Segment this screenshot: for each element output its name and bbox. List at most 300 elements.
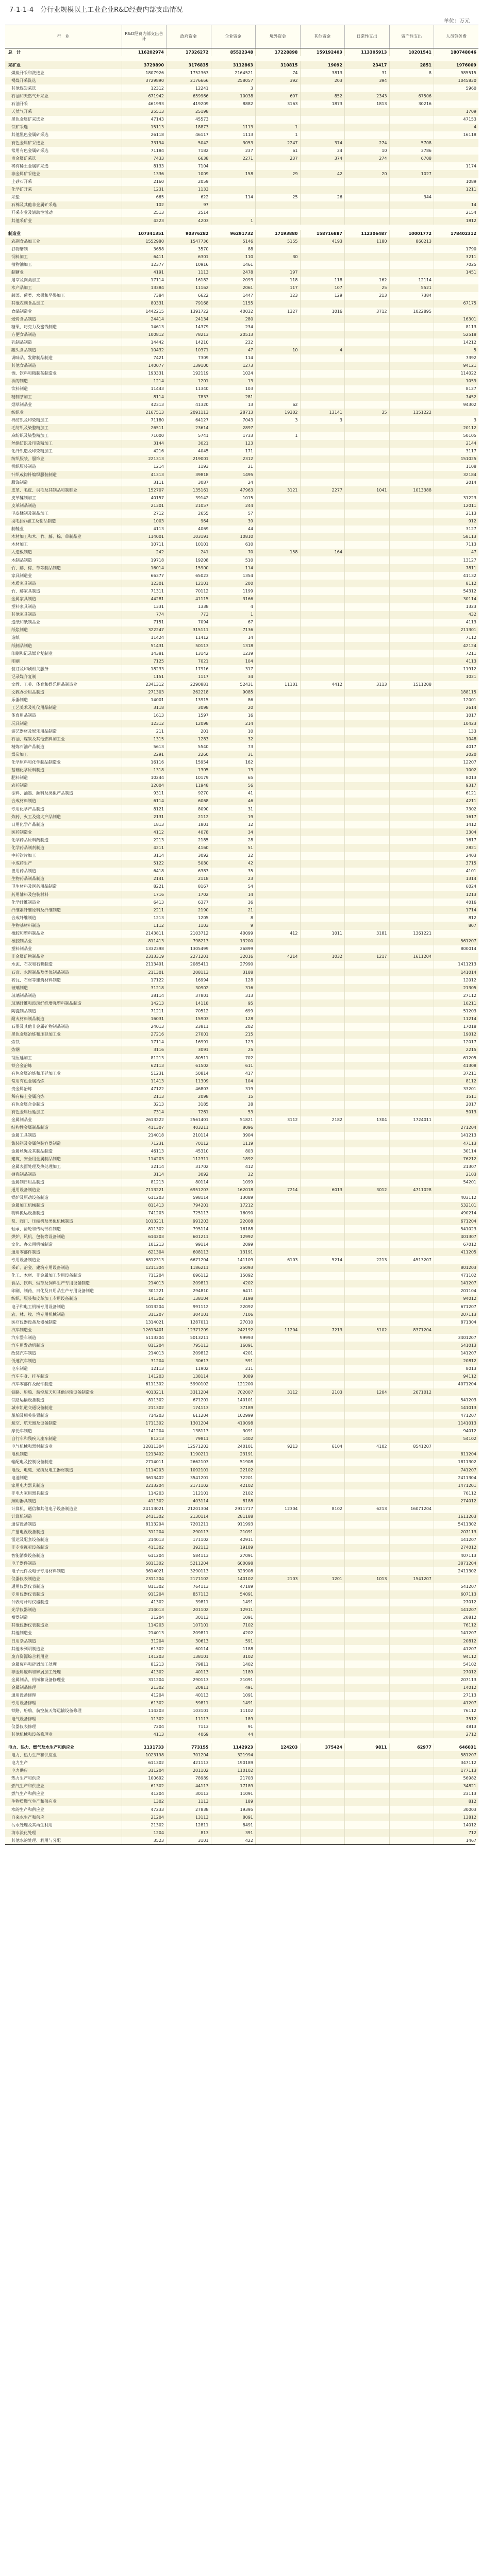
value-cell: 209811 [167, 1280, 211, 1287]
value-cell: 21305 [434, 984, 479, 992]
value-cell: 99993 [211, 1334, 256, 1342]
table-row [5, 712, 478, 720]
value-cell: 4102 [345, 1443, 390, 1451]
value-cell [300, 1552, 345, 1560]
value-cell [256, 362, 301, 370]
value-cell: 3541201 [167, 1474, 211, 1482]
table-row [5, 1767, 478, 1775]
value-cell: 202 [211, 1023, 256, 1031]
value-cell [389, 162, 434, 170]
value-cell [300, 1435, 345, 1443]
value-cell [300, 945, 345, 953]
value-cell [434, 1326, 479, 1334]
value-cell [345, 657, 390, 665]
value-cell: 20 [211, 704, 256, 712]
value-cell: 67506 [389, 92, 434, 100]
value-cell [345, 611, 390, 619]
value-cell [300, 1497, 345, 1505]
value-cell: 213 [345, 292, 390, 300]
value-cell [300, 556, 345, 564]
value-cell: 471207 [434, 1412, 479, 1419]
value-cell [389, 1806, 434, 1814]
value-cell [345, 1668, 390, 1676]
value-cell [389, 1217, 434, 1225]
value-cell [211, 108, 256, 116]
value-cell: 1108 [434, 463, 479, 471]
value-cell: 141207 [434, 1536, 479, 1544]
value-cell: 141014 [434, 969, 479, 976]
value-cell [345, 1622, 390, 1630]
value-cell: 100692 [122, 1775, 167, 1783]
value-cell [300, 564, 345, 572]
value-cell [389, 1140, 434, 1147]
value-cell [434, 953, 479, 961]
value-cell: 78989 [167, 1775, 211, 1783]
value-cell [345, 774, 390, 782]
value-cell [389, 1272, 434, 1280]
row-label: 金属废料和碎屑加工处理 [11, 1662, 57, 1667]
value-cell: 8113 [434, 323, 479, 331]
value-cell: 23417 [345, 61, 390, 69]
value-cell [389, 1295, 434, 1303]
value-cell: 2118 [167, 875, 211, 883]
value-cell: 47143 [122, 116, 167, 124]
value-cell: 1361221 [389, 930, 434, 938]
value-cell: 1213 [122, 914, 167, 922]
value-cell [389, 510, 434, 517]
value-cell: 699 [211, 1007, 256, 1015]
value-cell [256, 642, 301, 650]
row-label: 塑料制品业 [11, 946, 32, 952]
value-cell [434, 1116, 479, 1124]
value-cell: 3712 [345, 308, 390, 315]
value-cell [256, 338, 301, 346]
value-cell: 23811 [167, 1023, 211, 1031]
value-cell [256, 1140, 301, 1147]
value-cell [345, 533, 390, 541]
value-cell [389, 1093, 434, 1100]
value-cell: 304101 [167, 1311, 211, 1318]
row-label: 玻璃制品制造 [11, 993, 36, 998]
value-cell [300, 642, 345, 650]
row-label: 船舶及相关装置制造 [11, 1413, 48, 1418]
value-cell: 1318 [211, 642, 256, 650]
value-cell: 14212 [434, 338, 479, 346]
row-label: 制鞋业 [11, 527, 24, 532]
value-cell: 21204 [122, 1814, 167, 1821]
value-cell [300, 860, 345, 868]
value-cell: 2403 [434, 852, 479, 860]
row-label: 玩具制造 [5, 720, 122, 727]
value-cell: 30113 [167, 1790, 211, 1798]
value-cell: 138101 [167, 1653, 211, 1660]
value-cell [389, 1202, 434, 1210]
value-cell [256, 1093, 301, 1100]
value-cell [345, 323, 390, 331]
value-cell [345, 393, 390, 401]
table-row [5, 471, 478, 479]
value-cell [345, 1829, 390, 1837]
value-cell: 11309 [167, 1077, 211, 1085]
row-label: 人造板制造 [5, 549, 122, 556]
value-cell: 10432 [122, 346, 167, 354]
value-cell: 1327 [256, 308, 301, 315]
value-cell [256, 984, 301, 992]
value-cell: 47233 [122, 1806, 167, 1814]
value-cell [345, 945, 390, 953]
value-cell [434, 1575, 479, 1583]
value-cell [300, 1814, 345, 1821]
value-cell: 11113 [167, 1715, 211, 1723]
value-cell: 1013204 [122, 1303, 167, 1311]
value-cell: 2613222 [122, 1116, 167, 1124]
table-row [5, 1806, 478, 1814]
table-row [5, 401, 478, 409]
value-cell: 14118 [167, 999, 211, 1007]
value-cell [256, 1560, 301, 1567]
value-cell: 319 [211, 1085, 256, 1093]
table-row [5, 1388, 478, 1396]
value-cell: 3121 [256, 486, 301, 494]
value-cell [211, 209, 256, 217]
value-cell [345, 1280, 390, 1287]
column-header: 境外资金 [256, 25, 301, 48]
row-label: 计算机制造 [5, 1513, 122, 1521]
row-label: 热力生产和供应 [11, 1776, 40, 1781]
table-row [5, 657, 478, 665]
table-row [5, 269, 478, 277]
value-cell [345, 1775, 390, 1783]
value-cell: 1 [256, 432, 301, 440]
value-cell [345, 245, 390, 253]
value-cell: 611203 [122, 1194, 167, 1202]
value-cell: 9811 [345, 1743, 390, 1751]
value-cell [345, 300, 390, 308]
column-header: 日常性支出 [345, 25, 390, 48]
value-cell [345, 455, 390, 463]
value-cell [300, 1132, 345, 1140]
value-cell: 114001 [122, 533, 167, 541]
row-label: 建筑、安全用金属制品制造 [5, 1155, 122, 1163]
value-cell [389, 665, 434, 673]
value-cell: 107 [300, 284, 345, 292]
value-cell: 2014 [434, 479, 479, 486]
value-cell: 5013 [434, 1109, 479, 1116]
row-label: 陶瓷制品制造 [11, 1008, 36, 1013]
value-cell [300, 1101, 345, 1109]
value-cell: 116202974 [122, 48, 167, 57]
value-cell [389, 1497, 434, 1505]
row-label: 稀有稀土金属矿采选 [11, 163, 48, 168]
value-cell [345, 1521, 390, 1529]
value-cell: 21302 [122, 1684, 167, 1692]
value-cell [300, 1147, 345, 1155]
value-cell [345, 1630, 390, 1637]
value-cell [345, 1217, 390, 1225]
value-cell: 211302 [122, 1404, 167, 1412]
value-cell [300, 1109, 345, 1116]
value-cell [300, 1272, 345, 1280]
value-cell: 10 [256, 346, 301, 354]
value-cell: 234 [211, 323, 256, 331]
value-cell: 41132 [434, 572, 479, 580]
row-label: 橡胶制品业 [5, 938, 122, 945]
value-cell [345, 1759, 390, 1767]
value-cell [345, 1567, 390, 1575]
value-cell: 10 [211, 727, 256, 735]
row-label: 酒、饮料和精制茶制造业 [11, 371, 57, 376]
value-cell: 274 [345, 139, 390, 147]
row-label: 炼钢 [5, 1046, 122, 1054]
value-cell: 3813 [300, 69, 345, 77]
value-cell: 12377 [122, 261, 167, 268]
value-cell: 141109 [211, 1256, 256, 1264]
value-cell [345, 1821, 390, 1829]
table-row [5, 494, 478, 502]
value-cell: 317 [211, 665, 256, 673]
row-label: 生物基材料制造 [5, 922, 122, 929]
value-cell: 1613 [122, 712, 167, 720]
value-cell [389, 77, 434, 84]
value-cell [345, 370, 390, 378]
value-cell [256, 1707, 301, 1715]
value-cell [389, 758, 434, 766]
table-row [5, 1466, 478, 1474]
value-cell: 16091 [211, 1342, 256, 1349]
value-cell: 344 [389, 194, 434, 201]
value-cell [345, 1155, 390, 1163]
value-cell [345, 1435, 390, 1443]
value-cell [389, 549, 434, 556]
value-cell: 811204 [434, 1451, 479, 1459]
value-cell: 12004 [122, 782, 167, 790]
value-cell [389, 84, 434, 92]
value-cell: 19302 [256, 409, 301, 416]
value-cell: 795114 [167, 1225, 211, 1233]
value-cell [389, 984, 434, 992]
value-cell [389, 533, 434, 541]
value-cell [256, 821, 301, 828]
value-cell [389, 416, 434, 424]
value-cell: 118 [300, 277, 345, 284]
value-cell [389, 1606, 434, 1614]
table-row [5, 1412, 478, 1419]
value-cell: 23113 [434, 1790, 479, 1798]
value-cell [300, 1676, 345, 1684]
table-header-row [5, 25, 478, 48]
value-cell: 2171102 [167, 1482, 211, 1489]
row-label: 纺织业 [5, 409, 122, 416]
value-cell [256, 1660, 301, 1668]
table-row [5, 1101, 478, 1109]
total-row [5, 48, 478, 57]
table-row [5, 416, 478, 424]
value-cell: 24134 [167, 315, 211, 323]
value-cell [300, 798, 345, 805]
value-cell: 1283 [167, 735, 211, 743]
value-cell: 3114 [122, 1171, 167, 1178]
value-cell: 78213 [167, 331, 211, 338]
value-cell [300, 1482, 345, 1489]
value-cell [300, 1404, 345, 1412]
value-cell [300, 209, 345, 217]
row-label: 制糖业 [5, 269, 122, 277]
value-cell [389, 1163, 434, 1171]
value-cell: 17212 [211, 1202, 256, 1210]
value-cell: 4202 [211, 1280, 256, 1287]
value-cell [300, 1560, 345, 1567]
value-cell: 14 [211, 634, 256, 642]
value-cell: 2061 [211, 284, 256, 292]
value-cell [345, 984, 390, 992]
table-row [5, 1140, 478, 1147]
value-cell [345, 665, 390, 673]
value-cell: 208113 [167, 969, 211, 976]
value-cell: 11948 [167, 782, 211, 790]
value-cell: 214013 [122, 1350, 167, 1358]
row-label: 有色金属压延加工 [5, 1109, 122, 1116]
table-row [5, 1233, 478, 1241]
value-cell [345, 1790, 390, 1798]
value-cell: 42102 [211, 1482, 256, 1489]
value-cell: 7211 [434, 650, 479, 657]
value-cell: 21 [211, 463, 256, 471]
value-cell: 20811 [167, 1684, 211, 1692]
value-cell: 600098 [211, 1560, 256, 1567]
value-cell: 811204 [122, 1342, 167, 1349]
value-cell [300, 1194, 345, 1202]
value-cell: 1812 [434, 217, 479, 225]
unit-label: 单位：万元 [444, 19, 470, 24]
value-cell: 41308 [434, 1062, 479, 1070]
value-cell: 5102 [345, 1326, 390, 1334]
value-cell: 123 [256, 292, 301, 300]
value-cell [389, 178, 434, 186]
row-label: 汽车整车制造 [11, 1335, 36, 1340]
value-cell [300, 1513, 345, 1521]
value-cell: 8114 [122, 393, 167, 401]
value-cell: 30114 [434, 595, 479, 603]
table-row [5, 284, 478, 292]
row-label: 木材加工和木、竹、藤、棕、草制品业 [5, 533, 122, 541]
value-cell [256, 805, 301, 813]
value-cell [300, 178, 345, 186]
value-cell: 741203 [122, 1210, 167, 1217]
table-row [5, 1829, 478, 1837]
value-cell: 601211 [167, 1233, 211, 1241]
row-label: 纺织、服装和皮革加工专用设备制造 [5, 1295, 122, 1303]
value-cell: 41320 [167, 401, 211, 409]
table-row [5, 1350, 478, 1358]
value-cell [389, 1660, 434, 1668]
value-cell [256, 852, 301, 860]
value-cell [256, 999, 301, 1007]
value-cell: 2185 [167, 836, 211, 844]
value-cell [389, 945, 434, 953]
value-cell: 42911 [211, 1536, 256, 1544]
value-cell [345, 1684, 390, 1692]
value-cell [300, 1233, 345, 1241]
value-cell: 128 [211, 976, 256, 984]
value-cell: 4211 [122, 844, 167, 852]
table-row [5, 1451, 478, 1459]
value-cell [256, 1015, 301, 1023]
value-cell: 27112 [434, 992, 479, 999]
value-cell: 702007 [211, 1388, 256, 1396]
value-cell [345, 416, 390, 424]
value-cell: 5 [434, 346, 479, 354]
value-cell: 94012 [434, 1295, 479, 1303]
value-cell [300, 510, 345, 517]
value-cell [345, 1373, 390, 1381]
value-cell [256, 673, 301, 681]
row-label: 化纤织造及印染精加工 [11, 449, 53, 454]
value-cell [300, 526, 345, 533]
value-cell: 121200 [211, 1381, 256, 1388]
value-cell [389, 1513, 434, 1521]
row-label: 金属工具制造 [11, 1133, 36, 1138]
value-cell [256, 1248, 301, 1256]
value-cell: 1201 [167, 378, 211, 385]
value-cell: 102999 [211, 1412, 256, 1419]
value-cell [389, 1404, 434, 1412]
value-cell [389, 1521, 434, 1529]
table-row [5, 914, 478, 922]
value-cell: 607 [256, 92, 301, 100]
value-cell: 162 [211, 758, 256, 766]
value-cell: 696112 [167, 1272, 211, 1280]
value-cell: 140077 [122, 362, 167, 370]
value-cell: 2561401 [167, 1116, 211, 1124]
value-cell: 2662103 [167, 1459, 211, 1466]
value-cell: 12571203 [167, 1443, 211, 1451]
row-label: 专用设备修理 [5, 1700, 122, 1707]
value-cell: 214013 [122, 1630, 167, 1637]
value-cell: 54102 [434, 1660, 479, 1668]
value-cell [256, 961, 301, 969]
value-cell [345, 162, 390, 170]
value-cell: 671942 [122, 92, 167, 100]
value-cell [389, 1814, 434, 1821]
table-row [5, 238, 478, 245]
value-cell [300, 1767, 345, 1775]
value-cell: 3904 [211, 1132, 256, 1140]
value-cell [389, 108, 434, 116]
value-cell: 27012 [434, 1668, 479, 1676]
table-row [5, 1653, 478, 1660]
value-cell: 315111 [167, 626, 211, 634]
value-cell: 22 [211, 852, 256, 860]
value-cell: 7261 [167, 1109, 211, 1116]
value-cell [256, 1109, 301, 1116]
value-cell [300, 689, 345, 697]
value-cell [434, 1443, 479, 1451]
value-cell: 1511 [434, 1093, 479, 1100]
value-cell: 193331 [122, 370, 167, 378]
value-cell: 201102 [167, 1767, 211, 1775]
value-cell: 1199 [211, 587, 256, 595]
value-cell: 112311 [167, 1155, 211, 1163]
value-cell: 114 [211, 194, 256, 201]
value-cell: 1092101 [167, 1466, 211, 1474]
value-cell: 45573 [167, 116, 211, 124]
row-label: 方便食品制造 [5, 331, 122, 338]
value-cell: 1331 [122, 603, 167, 611]
row-label: 金属丝绳及其制品制造 [11, 1148, 53, 1154]
value-cell: 1541207 [389, 1575, 434, 1583]
table-row [5, 84, 478, 92]
row-label: 废弃资源综合利用业 [5, 1653, 122, 1660]
